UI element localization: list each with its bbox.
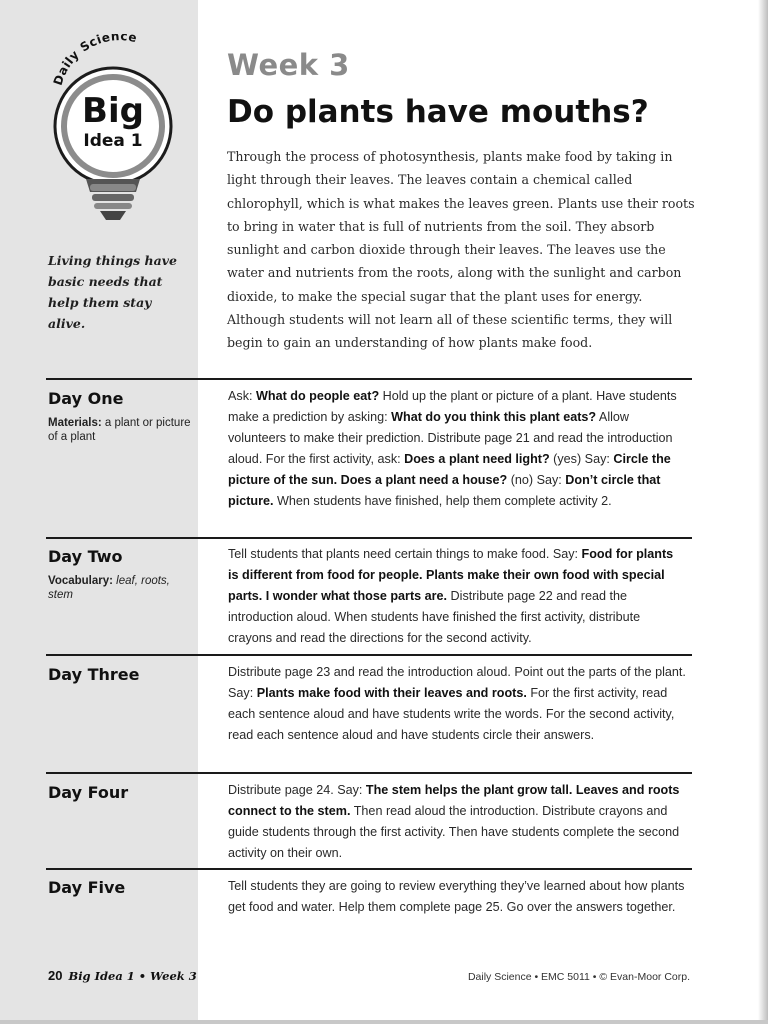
vocabulary-label: Vocabulary: (48, 575, 113, 587)
page-edge-shadow (758, 0, 768, 1024)
instruction-text: (yes) Say: (549, 452, 614, 466)
instruction-text: Hold up the plant or picture of a plant. Have students make a prediction by asking: (228, 389, 677, 424)
instruction-text: Distribute page 24. Say: (228, 783, 366, 797)
instruction-text: Then read aloud the introduction. Distribute crayons and guide students through the first activity. Then have students complete the second activity on their own. (228, 804, 680, 860)
materials-label: Materials: (48, 417, 102, 429)
instruction-text: Allow volunteers to make their prediction. Distribute page 21 and read the introduction aloud. For the first activity, ask: (228, 410, 673, 466)
day-five-text (228, 876, 686, 918)
footer-copyright: Daily Science • EMC 5011 • © Evan-Moor Corp. (467, 971, 690, 983)
page-bottom-edge (0, 1020, 768, 1024)
instruction-text: Distribute page 23 and read the introduction aloud. Point out the parts of the plant. Say: (228, 665, 686, 700)
logo-big-text: Big (82, 91, 144, 131)
divider-rule (46, 772, 692, 774)
divider-rule (46, 378, 692, 380)
day-three-title: Day Three (48, 665, 140, 684)
spoken-phrase: What do people eat? (256, 389, 380, 403)
vocabulary-value: leaf, roots, stem (48, 575, 170, 601)
footer-section-label: Big Idea 1 • Week 3 (68, 969, 197, 983)
spoken-phrase: What do you think this plant eats? (391, 410, 597, 424)
instruction-text: When students have finished, help them complete activity 2. (273, 494, 612, 508)
spoken-phrase: Circle the picture of the sun. Does a plant need a house? (228, 452, 671, 487)
week-label: Week 3 (227, 48, 350, 82)
day-four-title: Day Four (48, 783, 129, 802)
footer-left (48, 968, 197, 983)
day-two-title: Day Two (48, 547, 123, 566)
day-one-text (228, 386, 686, 512)
instruction-text: Tell students they are going to review everything they’ve learned about how plants get food and water. Help them complete page 25. Go over the answers together. (228, 879, 685, 914)
spoken-phrase: Does a plant need light? (404, 452, 550, 466)
day-three-text (228, 662, 686, 746)
spoken-phrase: Don’t circle that picture. (228, 473, 661, 508)
instruction-text: Tell students that plants need certain things to make food. Say: (228, 547, 582, 561)
logo-idea-text: Idea 1 (83, 131, 143, 151)
instruction-text: Ask: (228, 389, 256, 403)
materials-value: a plant or picture of a plant (48, 417, 191, 443)
spoken-phrase: Plants make food with their leaves and roots. (256, 686, 527, 700)
page-number: 20 (48, 968, 63, 983)
instruction-text: For the first activity, read each sentence aloud and have students write the words. For the second activity, read each sentence aloud and have students circle their answers. (228, 686, 675, 742)
spoken-phrase: The stem helps the plant grow tall. Leaves and roots connect to the stem. (228, 783, 680, 818)
day-one-materials (48, 416, 194, 444)
day-four-text (228, 780, 686, 864)
divider-rule (46, 868, 692, 870)
big-idea-logo (38, 34, 198, 224)
lightbulb-icon (38, 34, 198, 224)
intro-paragraph: Through the process of photosynthesis, plants make food by taking in light through their leaves. The leaves contain a chemical called chlorophyll, which is what makes the leaves green. Plants use their roots to bring in water that is full of nutrients from the soil. They absorb sunlight and carbon dioxide through their leaves. The leaves use the water and nutrients from the roots, along with the sunlight and carbon dioxide, to make the special sugar that the plant uses for energy. Although students will not learn all of these scientific terms, they will begin to gain an understanding of how plants make food. (227, 149, 695, 351)
day-one-title: Day One (48, 389, 124, 408)
spoken-phrase: Food for plants is different from food for people. Plants make their own food with special parts. I wonder what those parts are. (228, 547, 674, 603)
instruction-text: Distribute page 22 and read the introduction aloud. When students have finished the first activity, distribute crayons and read the directions for the second activity. (228, 589, 641, 645)
day-two-vocabulary (48, 574, 194, 602)
divider-rule (46, 537, 692, 539)
day-two-text (228, 544, 686, 649)
page-title: Do plants have mouths? (227, 94, 649, 130)
instruction-text: (no) Say: (507, 473, 566, 487)
divider-rule (46, 654, 692, 656)
day-five-title: Day Five (48, 878, 126, 897)
logo-arc-text: Daily Science (50, 34, 139, 88)
big-idea-tagline: Living things have basic needs that help them stay alive. (48, 253, 177, 331)
